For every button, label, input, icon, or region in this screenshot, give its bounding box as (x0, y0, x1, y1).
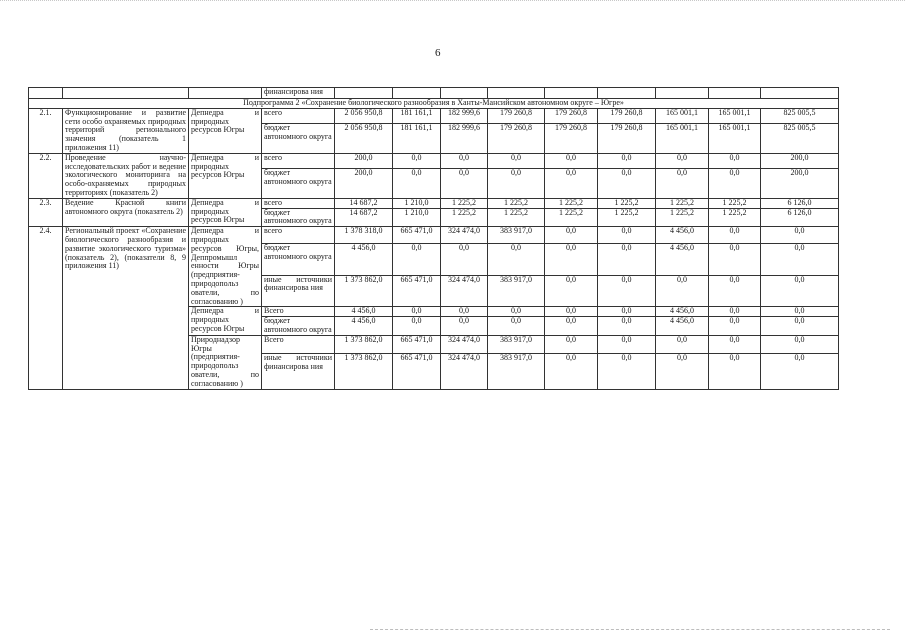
amount-cell: 1 225,2 (709, 198, 761, 208)
subprogram-row (29, 99, 839, 109)
amount-cell: 4 456,0 (335, 243, 393, 275)
amount-cell: 165 001,1 (709, 124, 761, 153)
amount-cell: 1 225,2 (488, 198, 545, 208)
table-row (29, 198, 839, 208)
amount-cell: 0,0 (598, 335, 656, 354)
amount-cell: 0,0 (598, 169, 656, 198)
amount-cell: 0,0 (598, 275, 656, 307)
amount-cell: 4 456,0 (656, 317, 709, 336)
amount-cell: 0,0 (545, 354, 598, 389)
source-label: всего (262, 153, 335, 169)
amount-cell: 1 225,2 (656, 198, 709, 208)
header-fragment-row (29, 88, 839, 99)
amount-cell: 0,0 (598, 227, 656, 244)
amount-cell: 179 260,8 (598, 108, 656, 124)
amount-cell: 0,0 (598, 153, 656, 169)
amount-cell: 4 456,0 (656, 307, 709, 317)
row-number: 2.1. (29, 108, 63, 153)
amount-cell: 0,0 (656, 275, 709, 307)
amount-cell: 1 373 862,0 (335, 354, 393, 389)
amount-cell: 200,0 (761, 169, 839, 198)
amount-cell: 324 474,0 (441, 227, 488, 244)
amount-cell: 0,0 (761, 317, 839, 336)
amount-cell: 0,0 (441, 307, 488, 317)
amount-cell: 0,0 (598, 307, 656, 317)
table-cell (393, 88, 441, 99)
amount-cell: 0,0 (761, 227, 839, 244)
amount-cell: 0,0 (598, 354, 656, 389)
amount-cell: 1 373 862,0 (335, 275, 393, 307)
amount-cell: 0,0 (545, 307, 598, 317)
amount-cell: 0,0 (393, 317, 441, 336)
amount-cell: 1 378 318,0 (335, 227, 393, 244)
funding-table (28, 87, 839, 390)
amount-cell: 0,0 (656, 354, 709, 389)
amount-cell: 0,0 (488, 317, 545, 336)
table-body (29, 88, 839, 390)
amount-cell: 1 225,2 (441, 198, 488, 208)
amount-cell: 0,0 (598, 243, 656, 275)
table-cell (761, 88, 839, 99)
amount-cell: 0,0 (393, 243, 441, 275)
amount-cell: 0,0 (709, 169, 761, 198)
source-label: бюджет автономного округа (262, 169, 335, 198)
amount-cell: 0,0 (545, 275, 598, 307)
amount-cell: 0,0 (656, 169, 709, 198)
amount-cell: 1 225,2 (488, 208, 545, 227)
amount-cell: 6 126,0 (761, 208, 839, 227)
amount-cell: 1 225,2 (598, 198, 656, 208)
amount-cell: 0,0 (656, 335, 709, 354)
amount-cell: 0,0 (709, 153, 761, 169)
table-row (29, 153, 839, 169)
executor: Депнедра и природных ресурсов Югры (189, 307, 262, 335)
table-row (29, 227, 839, 244)
amount-cell: 665 471,0 (393, 354, 441, 389)
amount-cell: 1 373 862,0 (335, 335, 393, 354)
table-cell (709, 88, 761, 99)
table-cell (656, 88, 709, 99)
amount-cell: 324 474,0 (441, 335, 488, 354)
amount-cell: 0,0 (709, 317, 761, 336)
amount-cell: 0,0 (393, 169, 441, 198)
amount-cell: 179 260,8 (488, 108, 545, 124)
amount-cell: 1 225,2 (545, 208, 598, 227)
row-number: 2.3. (29, 198, 63, 226)
amount-cell: 665 471,0 (393, 227, 441, 244)
amount-cell: 179 260,8 (488, 124, 545, 153)
amount-cell: 1 225,2 (545, 198, 598, 208)
executor: Депнедра и природных ресурсов Югры (189, 153, 262, 198)
amount-cell: 165 001,1 (656, 124, 709, 153)
amount-cell: 0,0 (709, 227, 761, 244)
table-cell (545, 88, 598, 99)
amount-cell: 165 001,1 (656, 108, 709, 124)
amount-cell: 181 161,1 (393, 108, 441, 124)
amount-cell: 0,0 (545, 335, 598, 354)
amount-cell: 1 210,0 (393, 198, 441, 208)
amount-cell: 4 456,0 (335, 317, 393, 336)
amount-cell: 0,0 (761, 307, 839, 317)
scan-edge-top (0, 0, 905, 7)
amount-cell: 2 056 950,8 (335, 124, 393, 153)
amount-cell: 4 456,0 (656, 227, 709, 244)
source-label: бюджет автономного округа (262, 208, 335, 227)
amount-cell: 165 001,1 (709, 108, 761, 124)
amount-cell: 2 056 950,8 (335, 108, 393, 124)
executor: Депнедра и природных ресурсов Югры, Деппромышл енности Югры (предприятия-природопольз ователи, по согласованию ) (189, 227, 262, 307)
amount-cell: 1 225,2 (598, 208, 656, 227)
amount-cell: 0,0 (441, 317, 488, 336)
source-label: Всего (262, 307, 335, 317)
table-cell (335, 88, 393, 99)
amount-cell: 0,0 (488, 169, 545, 198)
row-number: 2.2. (29, 153, 63, 198)
activity-name: Проведение научно-исследовательских работ и ведение экологического мониторинга на особо-охраняемых природных территориях (показатель 2) (63, 153, 189, 198)
amount-cell: 825 005,5 (761, 124, 839, 153)
amount-cell: 383 917,0 (488, 335, 545, 354)
amount-cell: 0,0 (709, 275, 761, 307)
amount-cell: 0,0 (545, 317, 598, 336)
amount-cell: 825 005,5 (761, 108, 839, 124)
amount-cell: 182 999,6 (441, 124, 488, 153)
amount-cell: 0,0 (441, 169, 488, 198)
amount-cell: 0,0 (709, 307, 761, 317)
amount-cell: 179 260,8 (545, 124, 598, 153)
amount-cell: 0,0 (709, 243, 761, 275)
scan-edge-bottom (370, 629, 890, 631)
amount-cell: 1 210,0 (393, 208, 441, 227)
source-label: бюджет автономного округа (262, 124, 335, 153)
amount-cell: 0,0 (761, 275, 839, 307)
amount-cell: 0,0 (545, 227, 598, 244)
source-label: финансирова ния (262, 88, 335, 99)
amount-cell: 200,0 (335, 153, 393, 169)
amount-cell: 14 687,2 (335, 198, 393, 208)
table-cell (598, 88, 656, 99)
amount-cell: 179 260,8 (545, 108, 598, 124)
source-label: всего (262, 227, 335, 244)
amount-cell: 0,0 (488, 307, 545, 317)
amount-cell: 383 917,0 (488, 227, 545, 244)
amount-cell: 6 126,0 (761, 198, 839, 208)
source-label: всего (262, 198, 335, 208)
amount-cell: 665 471,0 (393, 335, 441, 354)
source-label: всего (262, 108, 335, 124)
amount-cell: 1 225,2 (656, 208, 709, 227)
amount-cell: 0,0 (761, 243, 839, 275)
amount-cell: 1 225,2 (441, 208, 488, 227)
source-label: Всего (262, 335, 335, 354)
amount-cell: 0,0 (393, 153, 441, 169)
table-cell (189, 88, 262, 99)
source-label: иные источники финансирова ния (262, 354, 335, 389)
executor: Депнедра и природных ресурсов Югры (189, 198, 262, 226)
amount-cell: 1 225,2 (709, 208, 761, 227)
source-label: иные источники финансирова ния (262, 275, 335, 307)
amount-cell: 0,0 (545, 153, 598, 169)
amount-cell: 0,0 (393, 307, 441, 317)
amount-cell: 0,0 (441, 243, 488, 275)
table-cell (63, 88, 189, 99)
amount-cell: 383 917,0 (488, 354, 545, 389)
amount-cell: 383 917,0 (488, 275, 545, 307)
amount-cell: 0,0 (598, 317, 656, 336)
executor: Депнедра и природных ресурсов Югры (189, 108, 262, 153)
source-label: бюджет автономного округа (262, 317, 335, 336)
table-cell (488, 88, 545, 99)
amount-cell: 0,0 (709, 354, 761, 389)
activity-name: Ведение Красной книги автономного округа (показатель 2) (63, 198, 189, 226)
amount-cell: 200,0 (335, 169, 393, 198)
amount-cell: 0,0 (709, 335, 761, 354)
amount-cell: 0,0 (441, 153, 488, 169)
activity-name: Функционирование и развитие сети особо охраняемых природных территорий регионального значения (показатель 1 приложения 11) (63, 108, 189, 153)
subprogram-title: Подпрограмма 2 «Сохранение биологического разнообразия в Ханты-Мансийском автономном округе – Югре» (29, 99, 839, 109)
page-number: 6 (435, 47, 441, 59)
amount-cell: 182 999,6 (441, 108, 488, 124)
amount-cell: 200,0 (761, 153, 839, 169)
amount-cell: 0,0 (488, 153, 545, 169)
table-cell (441, 88, 488, 99)
amount-cell: 14 687,2 (335, 208, 393, 227)
amount-cell: 324 474,0 (441, 275, 488, 307)
amount-cell: 324 474,0 (441, 354, 488, 389)
amount-cell: 665 471,0 (393, 275, 441, 307)
amount-cell: 0,0 (761, 354, 839, 389)
amount-cell: 0,0 (488, 243, 545, 275)
executor: Природнадзор Югры (предприятия-природопольз ователи, по согласованию ) (189, 335, 262, 389)
amount-cell: 0,0 (656, 153, 709, 169)
table-row (29, 108, 839, 124)
amount-cell: 0,0 (545, 169, 598, 198)
row-number: 2.4. (29, 227, 63, 389)
source-label: бюджет автономного округа (262, 243, 335, 275)
amount-cell: 4 456,0 (335, 307, 393, 317)
amount-cell: 0,0 (761, 335, 839, 354)
amount-cell: 181 161,1 (393, 124, 441, 153)
activity-name: Региональный проект «Сохранение биологического разнообразия и развитие экологического туризма» (показатель 2), (показатели 8, 9 приложения 11) (63, 227, 189, 389)
amount-cell: 0,0 (545, 243, 598, 275)
amount-cell: 179 260,8 (598, 124, 656, 153)
amount-cell: 4 456,0 (656, 243, 709, 275)
table-cell (29, 88, 63, 99)
